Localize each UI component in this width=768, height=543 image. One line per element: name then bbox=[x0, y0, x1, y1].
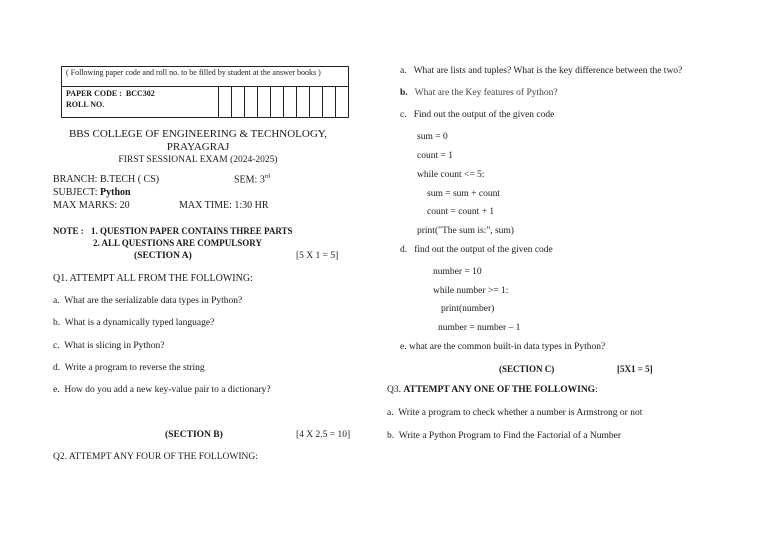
max-marks: MAX MARKS: 20 bbox=[53, 200, 130, 211]
code-line: print(number) bbox=[441, 304, 495, 314]
roll-cell bbox=[309, 87, 322, 117]
roll-cell bbox=[257, 87, 270, 117]
q1-item: a. What are the serializable data types in Python? bbox=[53, 296, 243, 306]
college-heading bbox=[40, 128, 356, 167]
q1-item: d. Write a program to reverse the string bbox=[53, 363, 205, 373]
q1-item: b. What is a dynamically typed language? bbox=[53, 318, 215, 328]
paper-code: BCC302 bbox=[125, 89, 155, 98]
subject: SUBJECT: Python bbox=[53, 187, 131, 198]
code-line: print("The sum is:", sum) bbox=[417, 226, 514, 236]
code-line: while number >= 1: bbox=[433, 286, 509, 296]
code-line: number = 10 bbox=[433, 267, 482, 277]
code-line: count = count + 1 bbox=[427, 207, 495, 217]
q3-heading: Q3. ATTEMPT ANY ONE OF THE FOLLOWING: bbox=[387, 385, 598, 395]
roll-cell bbox=[231, 87, 244, 117]
section-a-title: (SECTION A) bbox=[134, 251, 192, 261]
code-line: sum = 0 bbox=[417, 132, 448, 142]
code-line: count = 1 bbox=[417, 151, 453, 161]
note-line-1: 1. QUESTION PAPER CONTAINS THREE PARTS bbox=[91, 226, 293, 236]
roll-number-box bbox=[61, 66, 349, 118]
branch: BRANCH: B.TECH ( CS) bbox=[53, 174, 160, 185]
paper-code-block bbox=[66, 88, 155, 110]
section-b-marks: [4 X 2.5 = 10] bbox=[296, 430, 351, 440]
code-line: sum = sum + count bbox=[427, 189, 500, 199]
roll-cell bbox=[296, 87, 309, 117]
semester: SEM: 3rd bbox=[234, 174, 270, 186]
section-c-marks: [5X1 = 5] bbox=[617, 364, 653, 374]
roll-number-grid bbox=[218, 87, 348, 117]
roll-cell bbox=[270, 87, 283, 117]
header-instruction: ( Following paper code and roll no. to be filled by student at the answer books ) bbox=[62, 67, 348, 87]
college-city: PRAYAGRAJ bbox=[166, 141, 230, 153]
roll-cell bbox=[335, 87, 348, 117]
roll-cell bbox=[244, 87, 257, 117]
section-a-marks: [5 X 1 = 5] bbox=[296, 251, 339, 261]
roll-cell bbox=[283, 87, 296, 117]
q2-item: a. What are lists and tuples? What is the key difference between the two? bbox=[400, 66, 683, 76]
q3-item: a. Write a program to check whether a number is Armstrong or not bbox=[387, 408, 643, 418]
college-name: BBS COLLEGE OF ENGINEERING & TECHNOLOGY, bbox=[68, 128, 328, 140]
roll-cell bbox=[322, 87, 335, 117]
note-line-2: 2. ALL QUESTIONS ARE COMPULSORY bbox=[93, 238, 262, 248]
q2-heading: Q2. ATTEMPT ANY FOUR OF THE FOLLOWING: bbox=[53, 452, 258, 462]
q3-item: b. Write a Python Program to Find the Factorial of a Number bbox=[387, 431, 622, 441]
q2-item: d. find out the output of the given code bbox=[400, 245, 553, 255]
exam-title: FIRST SESSIONAL EXAM (2024-2025) bbox=[118, 155, 278, 165]
q2-item: b. What are the Key features of Python? bbox=[400, 88, 558, 98]
section-c-title: (SECTION C) bbox=[499, 364, 555, 374]
roll-no-label: ROLL NO. bbox=[66, 100, 105, 109]
q2-item: c. Find out the output of the given code bbox=[400, 110, 555, 120]
roll-cell bbox=[218, 87, 231, 117]
max-time: MAX TIME: 1:30 HR bbox=[179, 200, 269, 211]
q1-item: e. How do you add a new key-value pair to a dictionary? bbox=[53, 385, 271, 395]
q1-heading: Q1. ATTEMPT ALL FROM THE FOLLOWING: bbox=[53, 273, 253, 284]
q1-item: c. What is slicing in Python? bbox=[53, 341, 165, 351]
q2-item: e. what are the common built-in data types in Python? bbox=[400, 342, 606, 352]
code-line: while count <= 5: bbox=[417, 170, 485, 180]
code-line: number = number – 1 bbox=[438, 323, 521, 333]
section-b-title: (SECTION B) bbox=[165, 430, 223, 440]
note-label: NOTE : bbox=[53, 226, 84, 236]
paper-code-label: PAPER CODE : bbox=[66, 89, 122, 98]
